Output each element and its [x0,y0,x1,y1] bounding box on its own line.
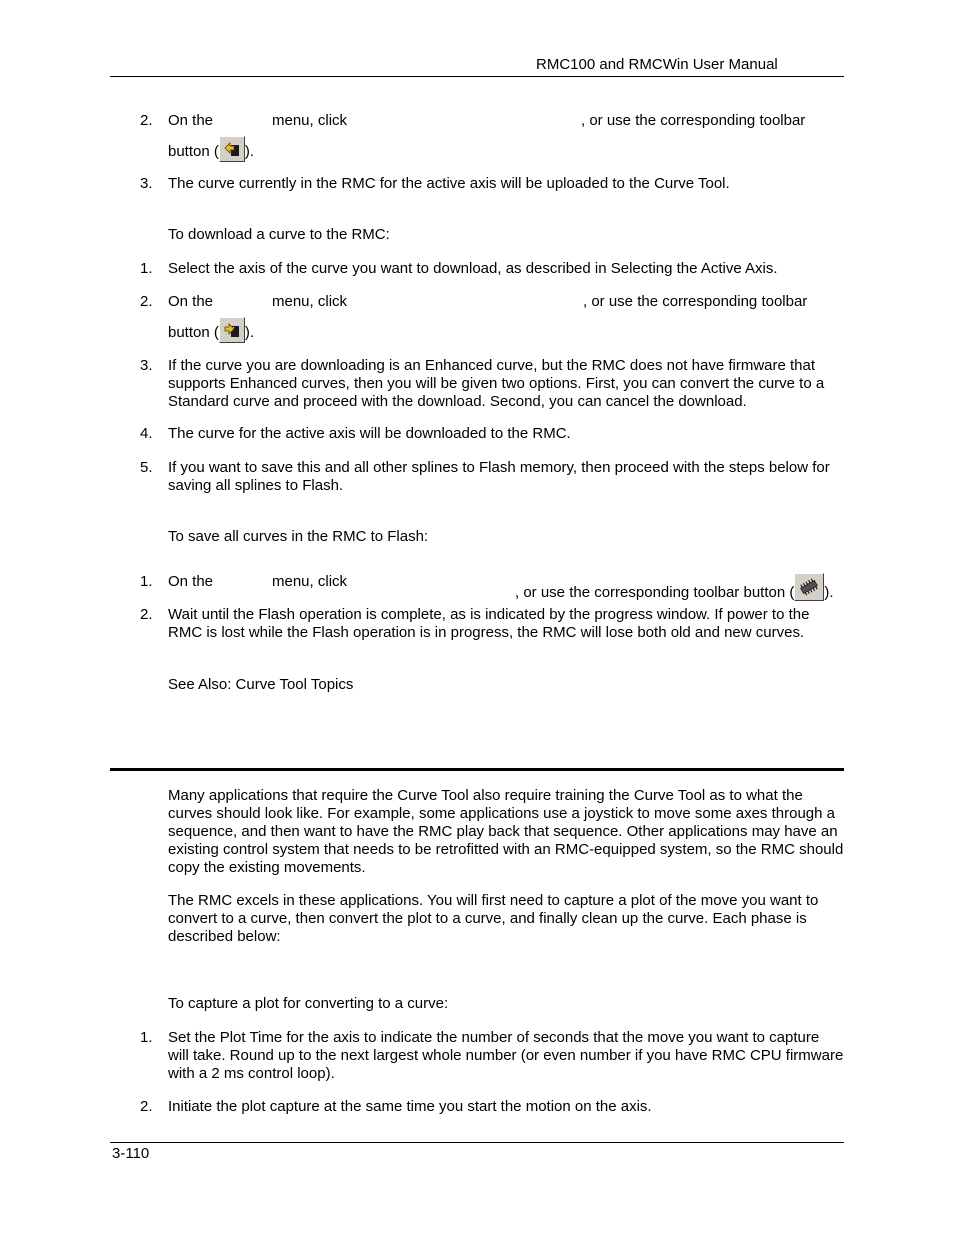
step-text: ). [244,143,255,160]
step-text: , or use the corresponding toolbar [583,293,808,310]
list-number: 2. [140,606,153,623]
paragraph: Many applications that require the Curve Tool also require training the Curve Tool as to what the curves should look like. For example, some applications use a joystick to move some axes through a sequence, and then want to have the RMC play back that sequence. Other applications may have an existing control system that needs to be retrofitted with an RMC-equipped system, so the RMC should copy the existing movements. [168,787,844,876]
step-text: menu, click [272,112,348,129]
step-text: button ( [168,143,219,160]
step-text: On the [168,112,214,129]
footer-rule [110,1142,844,1143]
step-text: , or use the corresponding toolbar button ( [515,584,795,601]
step-text: Set the Plot Time for the axis to indicate the number of seconds that the move you want to capture will take. Round up to the next largest whole number (or even number if you have RMC CPU firmware with a 2 ms control loop). [168,1029,844,1082]
procedure-intro: To save all curves in the RMC to Flash: [168,528,429,545]
list-number: 2. [140,293,153,310]
step-text: Initiate the plot capture at the same time you start the motion on the axis. [168,1098,652,1115]
step-text: On the [168,573,214,590]
flash-chip-icon [794,573,824,601]
step-text: menu, click [272,573,348,590]
download-curve-icon [219,317,245,343]
upload-curve-icon [219,136,245,162]
section-rule [110,768,844,771]
step-text: On the [168,293,214,310]
step-text: The curve for the active axis will be downloaded to the RMC. [168,425,571,442]
list-number: 3. [140,175,153,192]
step-text-line2 [168,317,254,343]
list-number: 1. [140,1029,153,1046]
step-text: menu, click [272,293,348,310]
list-number: 5. [140,459,153,476]
step-text: ). [824,584,834,601]
list-number: 4. [140,425,153,442]
step-text: Wait until the Flash operation is complete, as is indicated by the progress window. If power to the RMC is lost while the Flash operation is in progress, the RMC will lose both old and new curves. [168,606,810,641]
step-text [515,573,834,601]
paragraph: The RMC excels in these applications. You will first need to capture a plot of the move you want to convert to a curve, then convert the plot to a curve, and finally clean up the curve. Each phase is described below: [168,892,819,945]
step-text-line2 [168,136,254,162]
list-number: 2. [140,1098,153,1115]
step-text: , or use the corresponding toolbar [581,112,806,129]
page-number: 3-110 [112,1145,150,1162]
step-text: If the curve you are downloading is an Enhanced curve, but the RMC does not have firmware that supports Enhanced curves, then you will be given two options. First, you can convert the curve to a Standard curve and proceed with the download. Second, you can cancel the download. [168,357,825,410]
step-text: button ( [168,324,219,341]
header-title: RMC100 and RMCWin User Manual [536,56,778,73]
list-number: 3. [140,357,153,374]
step-text: The curve currently in the RMC for the active axis will be uploaded to the Curve Tool. [168,175,730,192]
procedure-intro: To capture a plot for converting to a curve: [168,995,449,1012]
step-text: Select the axis of the curve you want to download, as described in Selecting the Active Axis. [168,260,778,277]
see-also-link[interactable]: See Also: Curve Tool Topics [168,676,354,693]
list-number: 2. [140,112,153,129]
header-rule [110,76,844,77]
list-number: 1. [140,260,153,277]
list-number: 1. [140,573,153,590]
procedure-intro: To download a curve to the RMC: [168,226,390,243]
step-text: If you want to save this and all other splines to Flash memory, then proceed with the steps below for saving all splines to Flash. [168,459,830,494]
step-text: ). [244,324,255,341]
